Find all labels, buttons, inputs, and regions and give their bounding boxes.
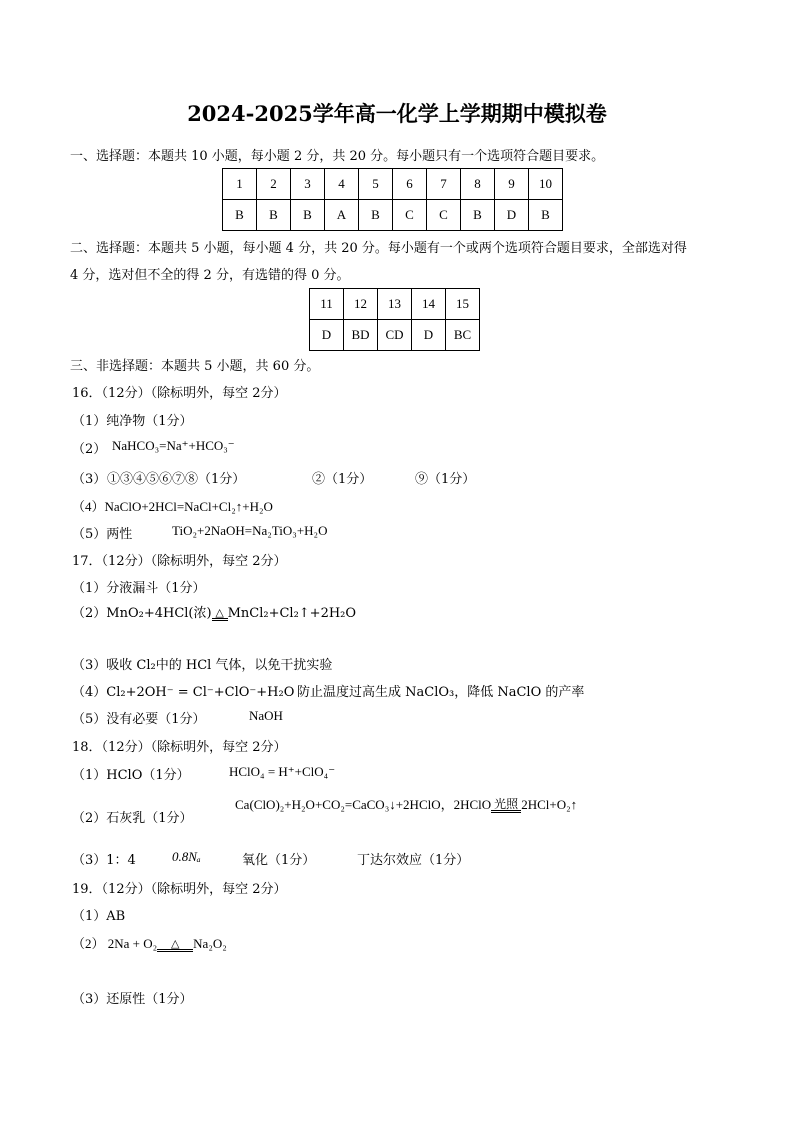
q18-part2-a: （2）石灰乳（1分） (72, 811, 193, 826)
table-cell: 11 (310, 289, 344, 320)
q16-part2-equation: NaHCO₃=Na⁺+HCO₃⁻ (112, 438, 235, 453)
table-cell: 6 (393, 169, 427, 200)
table-cell: D (412, 320, 446, 351)
section2-number-row (310, 289, 480, 320)
q19-part2-left: （2） 2Na + O₂ (72, 936, 158, 951)
section2-answer-row (310, 320, 480, 351)
q16-part3-answer-c: ⑨（1分） (415, 472, 476, 487)
table-cell: 15 (446, 289, 480, 320)
table-cell: B (257, 200, 291, 231)
q18-part3-a: （3）1：4 (72, 853, 136, 868)
q19-part3: （3）还原性（1分） (72, 992, 193, 1007)
section2-heading-line2: 4 分，选对但不全的得 2 分，有选错的得 0 分。 (70, 268, 350, 283)
section1-number-row (223, 169, 563, 200)
section1-answer-row (223, 200, 563, 231)
q17-part2-left: （2）MnO₂+4HCl(浓) (72, 606, 212, 621)
q16-head: 16．（12分）（除标明外，每空 2分） (72, 386, 287, 401)
table-cell: 8 (461, 169, 495, 200)
table-cell: 1 (223, 169, 257, 200)
table-cell: B (359, 200, 393, 231)
q17-part2-right: MnCl₂+Cl₂↑+2H₂O (227, 606, 357, 621)
light-condition: 光照 (494, 797, 519, 811)
table-cell: D (310, 320, 344, 351)
table-cell: B (291, 200, 325, 231)
q18-part3-d: 丁达尔效应（1分） (357, 853, 470, 868)
q18-part1-b: HClO₄ = H⁺+ClO₄⁻ (229, 764, 336, 779)
reaction-condition-arrow (491, 798, 521, 813)
table-cell: BD (344, 320, 378, 351)
table-cell: 3 (291, 169, 325, 200)
table-cell: 5 (359, 169, 393, 200)
section3-heading: 三、非选择题：本题共 5 小题，共 60 分。 (70, 359, 320, 374)
q19-part2 (72, 933, 227, 952)
table-cell: C (393, 200, 427, 231)
table-cell: CD (378, 320, 412, 351)
section1-answer-table (222, 168, 563, 231)
table-cell: 4 (325, 169, 359, 200)
q19-part2-right: Na₂O₂ (193, 936, 227, 951)
heat-symbol: △ (170, 937, 180, 950)
q18-part2-products: 2HCl+O₂↑ (521, 797, 578, 812)
q16-part3-label: （3） (72, 472, 107, 487)
q17-part5-b: NaOH (249, 708, 283, 723)
section2-heading-line1: 二、选择题：本题共 5 小题，每小题 4 分，共 20 分。每小题有一个或两个选项符合题目要求，全部选对得 (70, 241, 687, 256)
reaction-condition-arrow (212, 607, 228, 621)
q18-head: 18．（12分）（除标明外，每空 2分） (72, 740, 287, 755)
q18-part3-b: 0.8Nₐ (172, 849, 201, 864)
table-cell: 12 (344, 289, 378, 320)
q18-part1-a: （1）HClO（1分） (72, 768, 190, 783)
table-cell: 13 (378, 289, 412, 320)
table-cell: 2 (257, 169, 291, 200)
q16-part1: （1）纯净物（1分） (72, 414, 193, 429)
q17-part2 (72, 602, 356, 621)
table-cell: B (529, 200, 563, 231)
table-cell: C (427, 200, 461, 231)
q16-part3-answer-a: ①③④⑤⑥⑦⑧（1分） (107, 472, 246, 487)
q16-part3-answer-b: ②（1分） (312, 472, 373, 487)
table-cell: D (495, 200, 529, 231)
table-cell: BC (446, 320, 480, 351)
q18-part2-b (235, 794, 577, 813)
q17-head: 17．（12分）（除标明外，每空 2分） (72, 554, 287, 569)
q17-part4-reason: 防止温度过高生成 NaClO₃，降低 NaClO 的产率 (297, 685, 585, 700)
q19-head: 19．（12分）（除标明外，每空 2分） (72, 882, 287, 897)
q16-part4: （4）NaClO+2HCl=NaCl+Cl₂↑+H₂O (72, 499, 273, 514)
q16-part5-label: （5）两性 (72, 527, 133, 542)
q16-part5-equation: TiO₂+2NaOH=Na₂TiO₃+H₂O (172, 523, 328, 538)
q17-part5-a: （5）没有必要（1分） (72, 712, 206, 727)
q17-part4-equation: （4）Cl₂+2OH⁻ = Cl⁻+ClO⁻+H₂O (72, 685, 295, 700)
q17-part1: （1）分液漏斗（1分） (72, 581, 206, 596)
q16-part2-label: （2） (72, 442, 107, 457)
heat-symbol: △ (215, 606, 224, 619)
q18-part2-equation: Ca(ClO)₂+H₂O+CO₂=CaCO₃↓+2HClO，2HClO (235, 797, 492, 812)
table-cell: B (223, 200, 257, 231)
table-cell: 10 (529, 169, 563, 200)
q17-part3: （3）吸收 Cl₂中的 HCl 气体，以免干扰实验 (72, 658, 333, 673)
q18-part3-c: 氧化（1分） (242, 853, 316, 868)
section1-heading: 一、选择题：本题共 10 小题，每小题 2 分，共 20 分。每小题只有一个选项符合题目要求。 (70, 149, 605, 164)
reaction-condition-arrow (157, 938, 193, 952)
section2-answer-table (309, 288, 480, 351)
table-cell: 14 (412, 289, 446, 320)
table-cell: 7 (427, 169, 461, 200)
table-cell: B (461, 200, 495, 231)
q19-part1: （1）AB (72, 909, 126, 924)
page-title: 2024-2025学年高一化学上学期期中模拟卷 (187, 101, 607, 126)
table-cell: 9 (495, 169, 529, 200)
table-cell: A (325, 200, 359, 231)
